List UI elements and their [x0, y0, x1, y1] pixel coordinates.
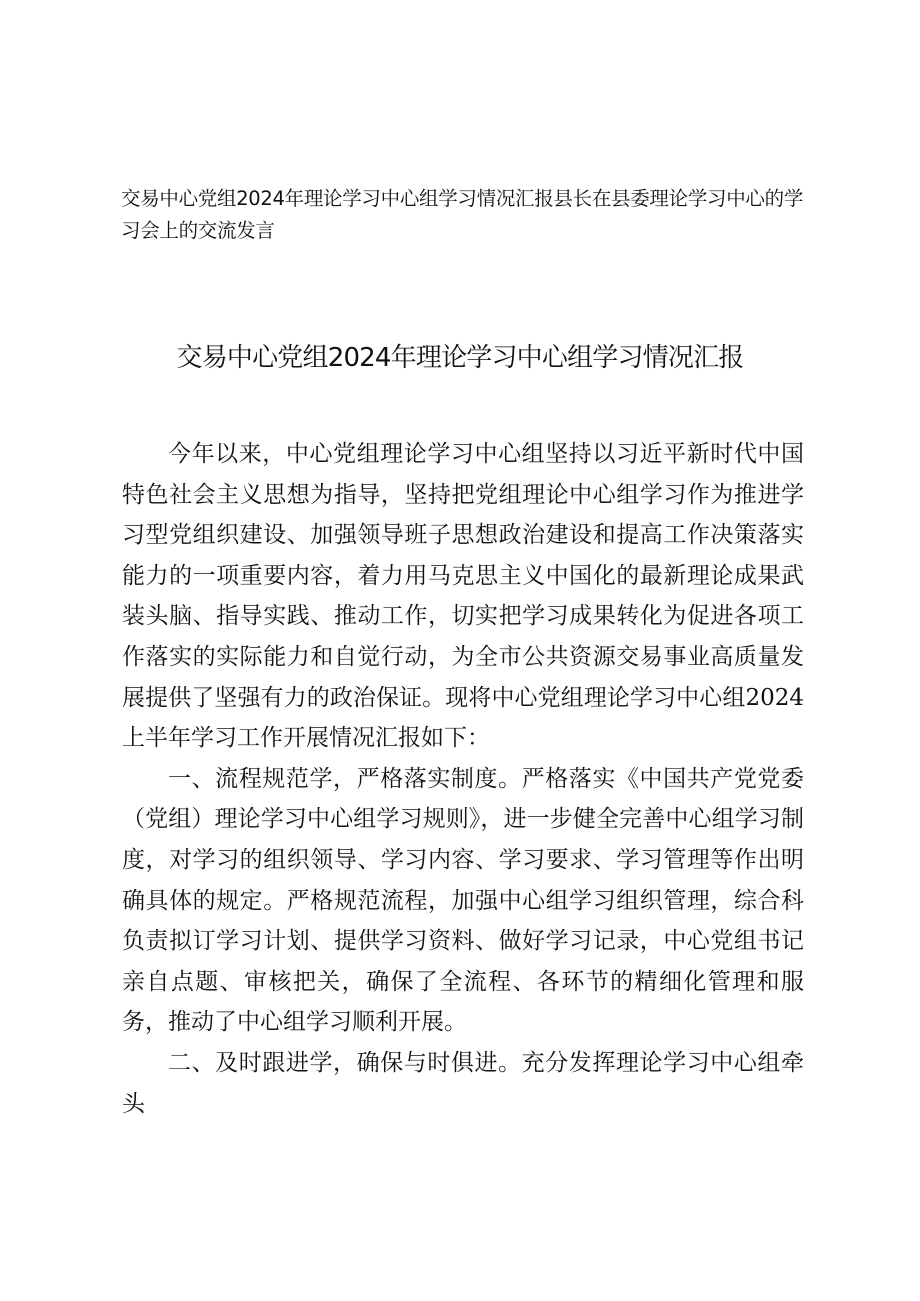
report-heading: 交易中心党组2024年理论学习中心组学习情况汇报	[176, 343, 744, 373]
report-body	[122, 434, 804, 1124]
paragraph-section-one: 一、流程规范学，严格落实制度。严格落实《中国共产党党委（党组）理论学习中心组学习规则》，进一步健全完善中心组学习制度，对学习的组织领导、学习内容、学习要求、学习管理等作出明确具体的规定。严格规范流程，加强中心组学习组织管理，综合科负责拟订学习计划、提供学习资料、做好学习记录，中心党组书记亲自点题、审核把关，确保了全流程、各环节的精细化管理和服务，推动了中心组学习顺利开展。	[122, 765, 804, 1036]
paragraph-intro: 今年以来，中心党组理论学习中心组坚持以习近平新时代中国特色社会主义思想为指导，坚持把党组理论中心组学习作为推进学习型党组织建设、加强领导班子思想政治建设和提高工作决策落实能力的一项重要内容，着力用马克思主义中国化的最新理论成果武装头脑、指导实践、推动工作，切实把学习成果转化为促进各项工作落实的实际能力和自觉行动，为全市公共资源交易事业高质量发展提供了坚强有力的政治保证。现将中心党组理论学习中心组2024上半年学习工作开展情况汇报如下：	[122, 441, 804, 752]
document-title: 交易中心党组2024年理论学习中心组学习情况汇报县长在县委理论学习中心的学习会上的交流发言	[121, 187, 804, 242]
paragraph-section-two: 二、及时跟进学，确保与时俱进。充分发挥理论学习中心组牵头	[122, 1049, 804, 1117]
